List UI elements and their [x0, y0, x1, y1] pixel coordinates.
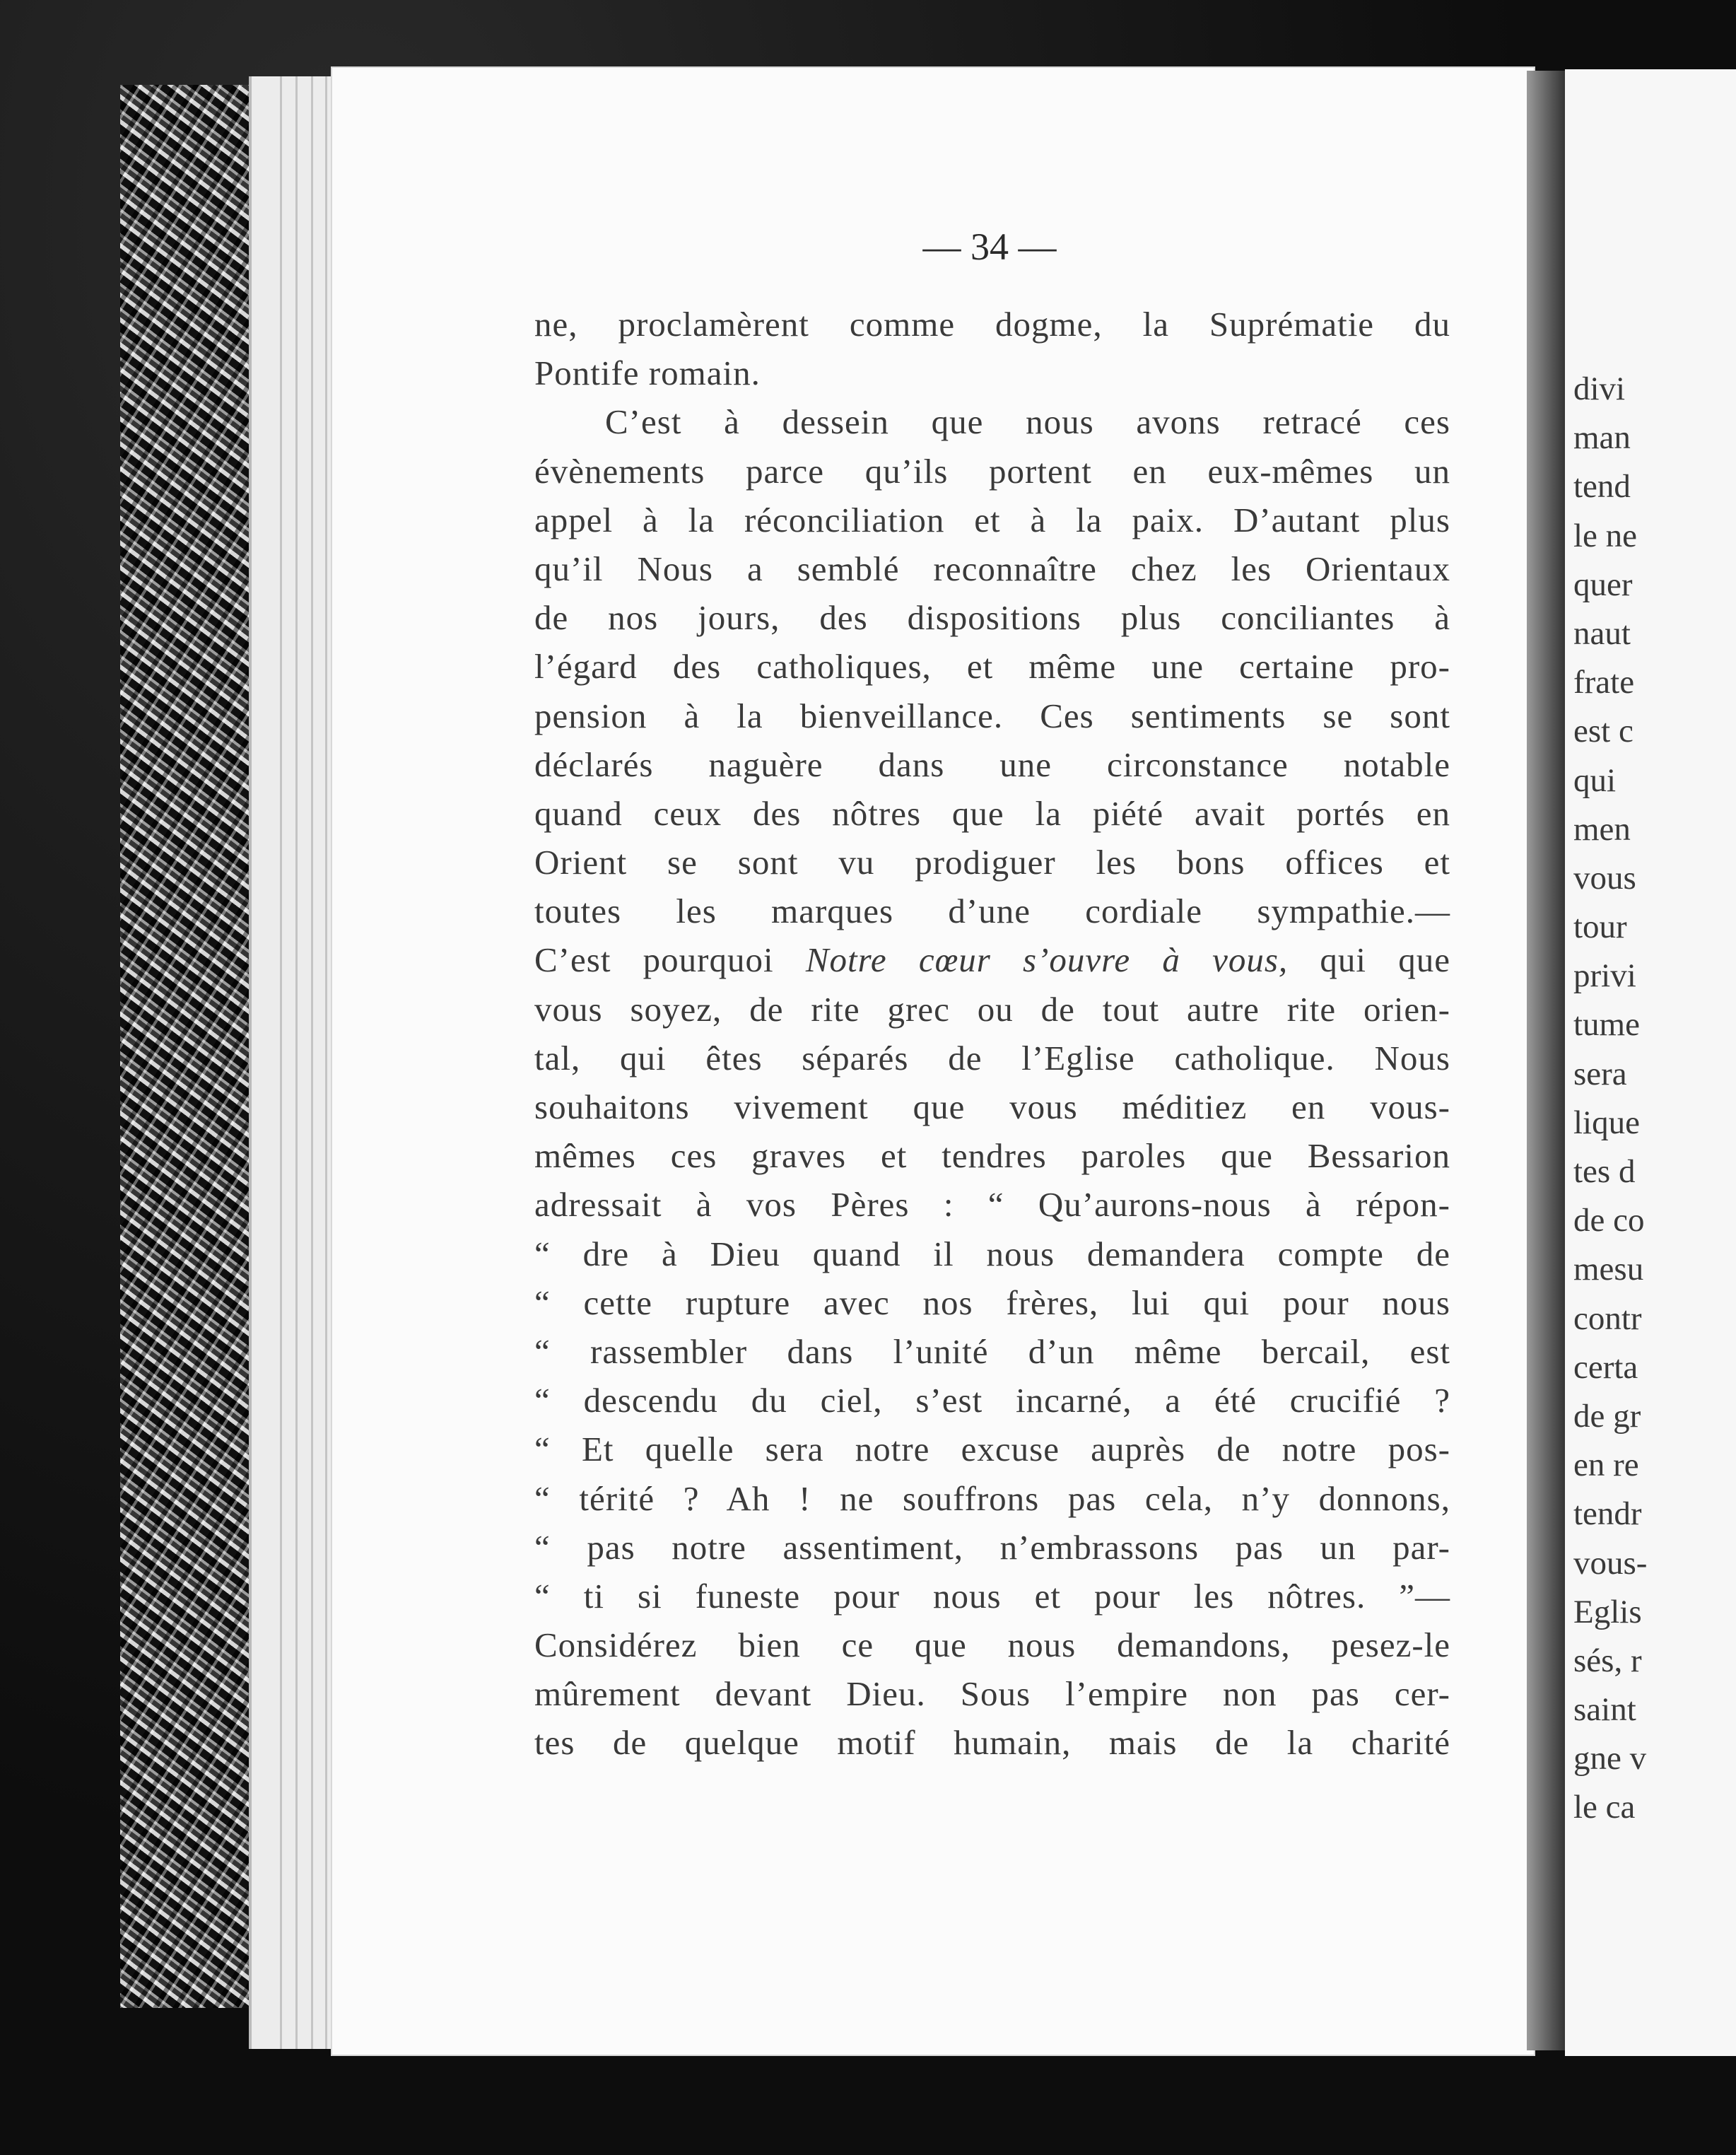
text-line: “ Et quelle sera notre excuse auprès de notre pos-: [534, 1430, 1450, 1469]
right-page-line: mesu: [1573, 1251, 1644, 1288]
text-line: Orient se sont vu prodiguer les bons offices et: [534, 843, 1450, 882]
right-page-line: frate: [1573, 664, 1635, 701]
text-line: vous soyez, de rite grec ou de tout autre rite orien-: [534, 989, 1450, 1029]
marbled-cover-edge: [120, 85, 262, 2008]
text-line: “ rassembler dans l’unité d’un même bercail, est: [534, 1331, 1450, 1371]
right-page-text: [1573, 365, 1736, 1833]
right-page-line: privi: [1573, 957, 1636, 995]
text-line: appel à la réconciliation et à la paix. D’autant plus: [534, 500, 1450, 539]
right-page-line: tendr: [1573, 1495, 1642, 1533]
right-page-line: divi: [1573, 370, 1626, 407]
text-line-mixed: [534, 935, 1450, 984]
text-line: Pontife romain.: [534, 354, 761, 393]
text-line: de nos jours, des dispositions plus conciliantes à: [534, 598, 1450, 638]
text-line: “ cette rupture avec nos frères, lui qui pour nous: [534, 1283, 1450, 1322]
right-page-line: vous-: [1573, 1544, 1648, 1582]
right-page-line: tend: [1573, 468, 1631, 506]
text-line: “ descendu du ciel, s’est incarné, a été crucifié ?: [534, 1381, 1450, 1420]
right-page-line: vous: [1573, 859, 1636, 897]
text-line: quand ceux des nôtres que la piété avait portés en: [534, 793, 1450, 833]
text-line: adressait à vos Pères : “ Qu’aurons-nous à répon-: [534, 1185, 1450, 1225]
right-page-line: man: [1573, 419, 1631, 457]
body-text: [534, 300, 1450, 1768]
text-line: tes de quelque motif humain, mais de la charité: [534, 1723, 1450, 1763]
text-line: pension à la bienveillance. Ces sentiments se sont: [534, 696, 1450, 735]
right-page-line: tour: [1573, 909, 1627, 946]
page-edge-line: [325, 76, 327, 2049]
page-edge-line: [311, 76, 313, 2049]
right-page-line: Eglis: [1573, 1593, 1642, 1630]
right-page-fragment: [1565, 69, 1736, 2056]
right-page-line: saint: [1573, 1691, 1636, 1729]
text-line: l’égard des catholiques, et même une certaine pro-: [534, 647, 1450, 687]
page-number: — 34 —: [922, 226, 1057, 268]
text-line: qu’il Nous a semblé reconnaître chez les Orientaux: [534, 549, 1450, 588]
text-line: tal, qui êtes séparés de l’Eglise catholique. Nous: [534, 1038, 1450, 1078]
page-edge-line: [280, 76, 282, 2049]
text-line: mêmes ces graves et tendres paroles que Bessarion: [534, 1136, 1450, 1176]
text-line: déclarés naguère dans une circonstance notable: [534, 744, 1450, 784]
text-line: souhaitons vivement que vous méditiez en vous-: [534, 1087, 1450, 1126]
right-page-line: en re: [1573, 1447, 1639, 1484]
page-edge-line: [295, 76, 298, 2049]
text-line: évènements parce qu’ils portent en eux-mêmes un: [534, 451, 1450, 491]
right-page-line: contr: [1573, 1300, 1642, 1337]
book-gutter: [1527, 71, 1569, 2050]
right-page-line: de gr: [1573, 1397, 1641, 1435]
right-page-line: de co: [1573, 1202, 1645, 1239]
right-page-line: le ne: [1573, 517, 1638, 554]
text-line: “ ti si funeste pour nous et pour les nôtres. ”—: [534, 1576, 1450, 1616]
text-segment: C’est pourquoi: [534, 940, 774, 980]
text-line: mûrement devant Dieu. Sous l’empire non pas cer-: [534, 1674, 1450, 1714]
text-segment: qui que: [1320, 940, 1450, 980]
right-page-line: certa: [1573, 1348, 1638, 1386]
right-page-line: est c: [1573, 713, 1634, 750]
right-page-line: quer: [1573, 566, 1633, 603]
right-page-line: lique: [1573, 1104, 1640, 1141]
right-page-line: men: [1573, 810, 1631, 848]
text-line: “ dre à Dieu quand il nous demandera compte de: [534, 1234, 1450, 1273]
right-page-line: tes d: [1573, 1153, 1636, 1190]
right-page-line: sera: [1573, 1055, 1627, 1092]
right-page-line: le ca: [1573, 1789, 1636, 1826]
italic-phrase: Notre cœur s’ouvre à vous,: [805, 940, 1289, 980]
right-page-line: naut: [1573, 614, 1631, 652]
text-line: Considérez bien ce que nous demandons, pesez-le: [534, 1625, 1450, 1665]
right-page-line: qui: [1573, 761, 1617, 799]
right-page-line: sés, r: [1573, 1642, 1642, 1679]
right-page-line: tume: [1573, 1006, 1640, 1044]
text-line: “ térité ? Ah ! ne souffrons pas cela, n’y donnons,: [534, 1478, 1450, 1518]
text-line: “ pas notre assentiment, n’embrassons pas un par-: [534, 1527, 1450, 1567]
right-page-line: gne v: [1573, 1740, 1647, 1777]
text-line: C’est à dessein que nous avons retracé ces: [605, 402, 1450, 442]
text-line: toutes les marques d’une cordiale sympathie.—: [534, 892, 1450, 931]
text-line: ne, proclamèrent comme dogme, la Suprématie du: [534, 305, 1450, 344]
